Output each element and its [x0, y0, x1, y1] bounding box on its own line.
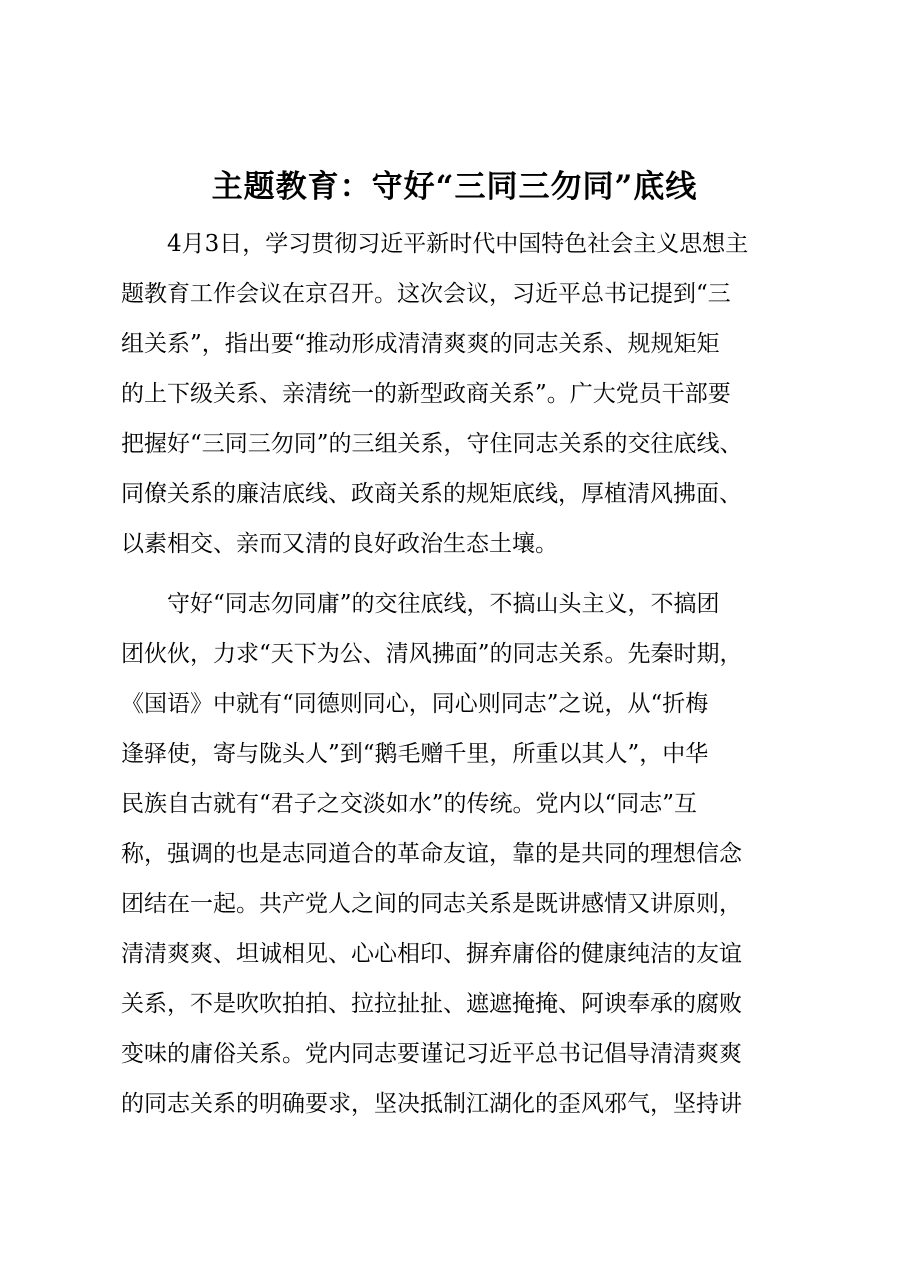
paragraph-1-line-7: 以素相交、亲而又清的良好政治生态土壤。	[121, 531, 558, 557]
paragraph-2-line-7: 团结在一起。共产党人之间的同志关系是既讲感情又讲原则，	[121, 891, 742, 917]
paragraph-2-line-4: 逢驿使，寄与陇头人”到“鹅毛赠千里，所重以其人”，中华	[121, 741, 709, 767]
paragraph-2-line-11: 的同志关系的明确要求，坚决抵制江湖化的歪风邪气，坚持讲	[121, 1091, 742, 1117]
paragraph-2-line-9: 关系，不是吹吹拍拍、拉拉扯扯、遮遮掩掩、阿谀奉承的腐败	[121, 991, 742, 1017]
document-title: 主题教育：守好“三同三勿同”底线	[211, 169, 698, 205]
paragraph-1-line-2: 题教育工作会议在京召开。这次会议，习近平总书记提到“三	[121, 281, 731, 307]
paragraph-1-line-5: 把握好“三同三勿同”的三组关系，守住同志关系的交往底线、	[121, 431, 743, 457]
paragraph-2-line-8: 清清爽爽、坦诚相见、心心相印、摒弃庸俗的健康纯洁的友谊	[121, 941, 742, 967]
paragraph-2-line-1: 守好“同志勿同庸”的交往底线，不搞山头主义，不搞团	[167, 591, 720, 617]
paragraph-1-line-6: 同僚关系的廉洁底线、政商关系的规矩底线，厚植清风拂面、	[121, 481, 742, 507]
paragraph-2-line-10: 变味的庸俗关系。党内同志要谨记习近平总书记倡导清清爽爽	[121, 1041, 742, 1067]
paragraph-1-line-1: 4月3日，学习贯彻习近平新时代中国特色社会主义思想主	[167, 231, 749, 257]
paragraph-2-line-2: 团伙伙，力求“天下为公、清风拂面”的同志关系。先秦时期，	[121, 641, 743, 667]
paragraph-2-line-5: 民族自古就有“君子之交淡如水”的传统。党内以“同志”互	[121, 791, 698, 817]
paragraph-2-line-6: 称，强调的也是志同道合的革命友谊，靠的是共同的理想信念	[121, 841, 742, 867]
paragraph-2-line-3: 《国语》中就有“同德则同心，同心则同志”之说，从“折梅	[121, 691, 709, 717]
paragraph-1-line-4: 的上下级关系、亲清统一的新型政商关系”。广大党员干部要	[121, 381, 731, 407]
paragraph-1-line-3: 组关系”，指出要“推动形成清清爽爽的同志关系、规规矩矩	[121, 331, 720, 357]
